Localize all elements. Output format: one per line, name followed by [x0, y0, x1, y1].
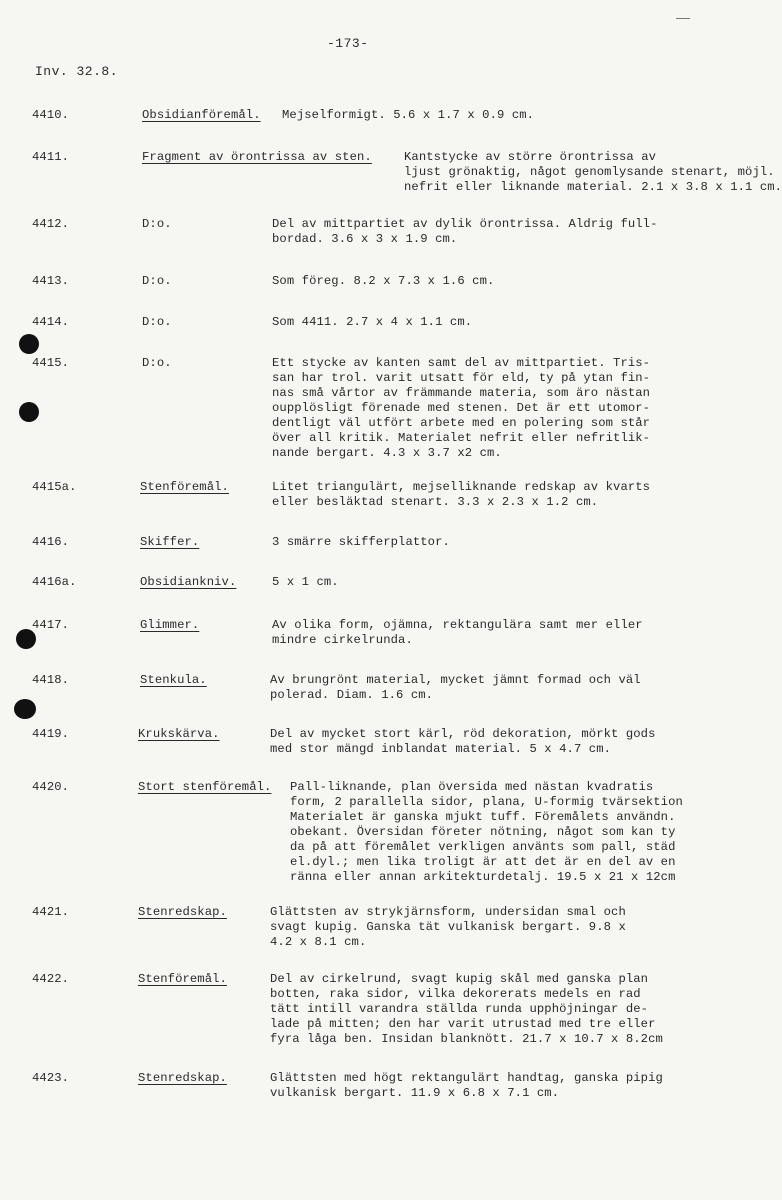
entry-category: Fragment av örontrissa av sten. — [142, 150, 372, 164]
punch-hole-mark — [19, 402, 39, 422]
entry-category: Obsidianföremål. — [142, 108, 261, 122]
entry-description: 5 x 1 cm. — [272, 575, 339, 589]
entry-number: 4416. — [32, 535, 70, 549]
entry-description: Glättsten med högt rektangulärt handtag, ganska pipig vulkanisk bergart. 11.9 x 6.8 x 7.1 cm. — [270, 1071, 663, 1100]
entry-category: D:o. — [142, 217, 172, 231]
entry-number: 4415. — [32, 356, 70, 370]
entry-category: Glimmer. — [140, 618, 200, 632]
punch-hole-mark — [19, 334, 39, 354]
entry-number: 4420. — [32, 780, 70, 794]
entry-category: Skiffer. — [140, 535, 200, 549]
entry-number: 4415a. — [32, 480, 77, 494]
entry-description: Kantstycke av större örontrissa av ljust grönaktig, något genomlysande stenart, möjl. nefrit eller liknande material. 2.1 x 3.8 x 1.1 cm. — [404, 150, 782, 194]
entry-category: Stenföremål. — [140, 480, 229, 494]
entry-category: Obsidiankniv. — [140, 575, 237, 589]
entry-category: Stenredskap. — [138, 1071, 227, 1085]
entry-number: 4416a. — [32, 575, 77, 589]
entry-category: Stenkula. — [140, 673, 207, 687]
entry-number: 4412. — [32, 217, 70, 231]
margin-dash — [676, 18, 690, 19]
entry-description: Av brungrönt material, mycket jämnt formad och väl polerad. Diam. 1.6 cm. — [270, 673, 641, 702]
punch-hole-mark — [14, 699, 36, 719]
entry-number: 4423. — [32, 1071, 70, 1085]
entry-description: Som 4411. 2.7 x 4 x 1.1 cm. — [272, 315, 473, 329]
entry-number: 4421. — [32, 905, 70, 919]
entry-category: Stort stenföremål. — [138, 780, 272, 794]
entry-description: Glättsten av strykjärnsform, undersidan smal och svagt kupig. Ganska tät vulkanisk bergart. 9.8 x 4.2 x 8.1 cm. — [270, 905, 626, 949]
entry-category: D:o. — [142, 274, 172, 288]
entry-description: Ett stycke av kanten samt del av mittpartiet. Tris- san har trol. varit utsatt för eld, ty på ytan fin- nas små vårtor av främmande materia, som äro nästan oupplösligt förenade med stenen. Det är ett utomor- dentligt väl utfört arbete med en polering som står över all kritik. Materialet nefrit eller nefritlik- nande bergart. 4.3 x 3.7 x2 cm. — [272, 356, 651, 460]
inventory-reference: Inv. 32.8. — [35, 64, 119, 79]
entry-number: 4413. — [32, 274, 70, 288]
entry-category: Krukskärva. — [138, 727, 220, 741]
entry-number: 4422. — [32, 972, 70, 986]
entry-category: D:o. — [142, 356, 172, 370]
entry-category: Stenföremål. — [138, 972, 227, 986]
entry-description: Litet triangulärt, mejselliknande redskap av kvarts eller besläktad stenart. 3.3 x 2.3 x 1.2 cm. — [272, 480, 651, 509]
entry-description: Del av cirkelrund, svagt kupig skål med ganska plan botten, raka sidor, vilka dekorerats medels en rad tätt intill varandra ställda runda upphöjningar de- lade på mitten; den har varit utrustad med tre eller fyra låga ben. Insidan blanknött. 21.7 x 10.7 x 8.2cm — [270, 972, 663, 1046]
entry-description: Del av mittpartiet av dylik örontrissa. Aldrig full- bordad. 3.6 x 3 x 1.9 cm. — [272, 217, 658, 246]
entry-number: 4419. — [32, 727, 70, 741]
entry-description: Mejselformigt. 5.6 x 1.7 x 0.9 cm. — [282, 108, 535, 122]
entry-category: D:o. — [142, 315, 172, 329]
entry-number: 4411. — [32, 150, 70, 164]
entry-description: 3 smärre skifferplattor. — [272, 535, 450, 549]
entry-number: 4410. — [32, 108, 70, 122]
page-number: -173- — [327, 36, 369, 51]
entry-number: 4417. — [32, 618, 70, 632]
entry-category: Stenredskap. — [138, 905, 227, 919]
entry-description: Pall-liknande, plan översida med nästan kvadratis form, 2 parallella sidor, plana, U-formig tvärsektion Materialet är ganska mjukt tuff. Föremålets användn. obekant. Översidan företer nötning, något som kan ty da på att föremålet verkligen använts som pall, städ el.dyl.; men lika troligt är att det är en del av en ränna eller annan arkitekturdetalj. 19.5 x 21 x 12cm — [290, 780, 683, 884]
entry-description: Av olika form, ojämna, rektangulära samt mer eller mindre cirkelrunda. — [272, 618, 643, 647]
entry-description: Som föreg. 8.2 x 7.3 x 1.6 cm. — [272, 274, 495, 288]
entry-number: 4418. — [32, 673, 70, 687]
entry-number: 4414. — [32, 315, 70, 329]
entry-description: Del av mycket stort kärl, röd dekoration, mörkt gods med stor mängd inblandat material. 5 x 4.7 cm. — [270, 727, 656, 756]
